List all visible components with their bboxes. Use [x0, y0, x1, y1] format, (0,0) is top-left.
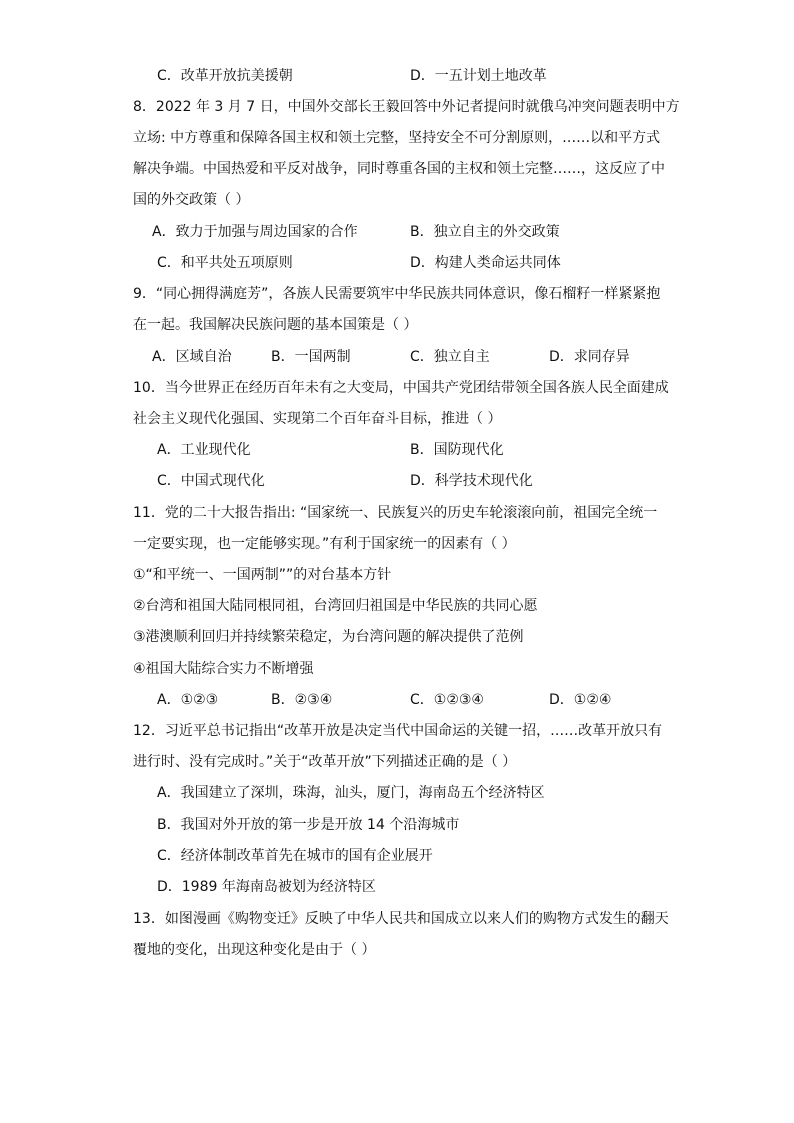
q9-option-b: B．一国两制 — [271, 349, 351, 365]
q8-option-d: D．构建人类命运共同体 — [410, 255, 561, 271]
q12-option-b: B．我国对外开放的第一步是开放 14 个沿海城市 — [157, 817, 460, 833]
q11-text-line-1: 11．党的二十大报告指出: “国家统一、民族复兴的历史车轮滚滚向前，祖国完全统一 — [133, 505, 658, 521]
q10-text-line-1: 10．当今世界正在经历百年未有之大变局，中国共产党团结带领全国各族人民全面建成 — [133, 380, 669, 396]
q12-text-line-1: 12．习近平总书记指出“改革开放是决定当代中国命运的关键一招，……改革开放只有 — [133, 723, 663, 739]
q8-option-c: C．和平共处五项原则 — [157, 255, 293, 271]
q10-text-line-2: 社会主义现代化强国、实现第二个百年奋斗目标，推进（ ） — [133, 411, 502, 427]
q10-option-b: B．国防现代化 — [410, 442, 504, 458]
q11-option-b: B．②③④ — [271, 692, 333, 708]
q13-text-line-1: 13．如图漫画《购物变迁》反映了中华人民共和国成立以来人们的购物方式发生的翻天 — [133, 911, 669, 927]
q7-option-d: D．一五计划土地改革 — [410, 68, 547, 84]
q12-text-line-2: 进行时、没有完成时。”关于“改革开放”下列描述正确的是（ ） — [133, 754, 517, 770]
q12-option-c: C．经济体制改革首先在城市的国有企业展开 — [157, 848, 433, 864]
q11-statement-2: ②台湾和祖国大陆同根同祖，台湾回归祖国是中华民族的共同心愿 — [133, 598, 538, 614]
q13-text-line-2: 覆地的变化，出现这种变化是由于（ ） — [133, 942, 376, 958]
q9-option-a: A．区域自治 — [152, 349, 232, 365]
q9-option-d: D．求同存异 — [549, 349, 630, 365]
q8-text-line-3: 解决争端。中国热爱和平反对战争，同时尊重各国的主权和领土完整……，这反应了中 — [133, 161, 665, 177]
q12-option-d: D．1989 年海南岛被划为经济特区 — [157, 879, 376, 895]
q8-text-line-1: 8．2022 年 3 月 7 日，中国外交部长王毅回答中外记者提问时就俄乌冲突问题表明中方 — [133, 99, 680, 115]
q11-option-d: D．①②④ — [549, 692, 612, 708]
q7-option-c: C．改革开放抗美援朝 — [157, 68, 293, 84]
q10-option-a: A．工业现代化 — [157, 442, 251, 458]
q10-option-d: D．科学技术现代化 — [410, 473, 533, 489]
q8-text-line-2: 立场: 中方尊重和保障各国主权和领土完整，坚持安全不可分割原则，……以和平方式 — [133, 130, 661, 146]
q9-option-c: C．独立自主 — [410, 349, 490, 365]
q11-text-line-2: 一定要实现，也一定能够实现。”有利于国家统一的因素有（ ） — [133, 536, 516, 552]
q11-statement-3: ③港澳顺利回归并持续繁荣稳定，为台湾问题的解决提供了范例 — [133, 629, 524, 645]
q8-option-b: B．独立自主的外交政策 — [410, 224, 560, 240]
q9-text-line-2: 在一起。我国解决民族问题的基本国策是（ ） — [133, 317, 418, 333]
q8-text-line-4: 国的外交政策（ ） — [133, 192, 250, 208]
q12-option-a: A．我国建立了深圳，珠海，汕头，厦门，海南岛五个经济特区 — [157, 785, 545, 801]
q8-option-a: A．致力于加强与周边国家的合作 — [152, 224, 358, 240]
q11-statement-4: ④祖国大陆综合实力不断增强 — [133, 661, 314, 677]
q9-text-line-1: 9．“同心拥得满庭芳”，各族人民需要筑牢中华民族共同体意识，像石榴籽一样紧紧抱 — [133, 286, 661, 302]
q11-option-c: C．①②③④ — [410, 692, 484, 708]
q11-option-a: A．①②③ — [157, 692, 219, 708]
q10-option-c: C．中国式现代化 — [157, 473, 265, 489]
q11-statement-1: ①“和平统一、一国两制””的对台基本方针 — [133, 567, 392, 583]
